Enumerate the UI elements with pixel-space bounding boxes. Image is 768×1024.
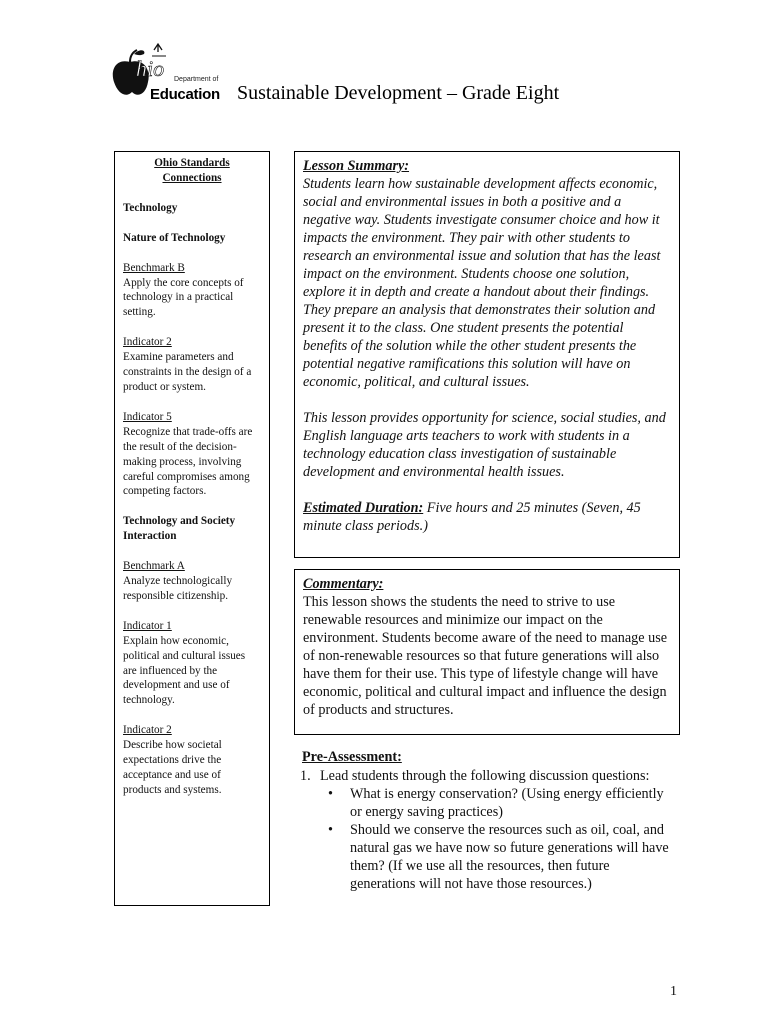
commentary-heading: Commentary:: [303, 576, 384, 592]
estimated-duration-text: Five hours and 25 minutes (Seven, 45 minute class periods.): [303, 500, 641, 534]
page-title: Sustainable Development – Grade Eight: [237, 82, 560, 104]
sidebar-standard-text: Describe how societal expectations drive the acceptance and use of products and systems.: [123, 739, 222, 796]
sidebar-standard-text: Examine parameters and constraints in the design of a product or system.: [123, 351, 252, 393]
spacer: [123, 708, 261, 723]
standards-sidebar: [114, 151, 270, 906]
ohio-education-logo: [110, 40, 230, 104]
spacer: [123, 395, 261, 410]
bullet-item: [328, 785, 672, 821]
sidebar-standard-text: Explain how economic, political and cultural issues are influenced by the development and use of technology.: [123, 634, 246, 707]
bullet-item: [328, 821, 672, 893]
sidebar-standard-label: Indicator 5: [123, 410, 172, 423]
sidebar-standard-label: Indicator 1: [123, 619, 172, 632]
sidebar-standard-text: Apply the core concepts of technology in a practical setting.: [123, 276, 244, 319]
bullet-icon: •: [328, 786, 333, 802]
lesson-summary-box: [294, 151, 680, 558]
bullet-text: What is energy conservation? (Using energy efficiently or energy saving practices): [350, 786, 664, 820]
sidebar-standard-label: Benchmark A: [123, 560, 185, 573]
list-item-text: Lead students through the following discussion questions:: [320, 768, 650, 784]
sidebar-standard-text: Analyze technologically responsible citizenship.: [123, 575, 233, 602]
spacer: [123, 216, 261, 231]
sidebar-section-title: Technology: [123, 201, 178, 214]
discussion-questions-list: [302, 785, 672, 893]
sidebar-standard-label: Benchmark B: [123, 261, 185, 274]
sidebar-standard-text: Recognize that trade-offs are the result of the decision-making process, involving careful compromises among competing factors.: [123, 425, 253, 498]
estimated-duration-label: Estimated Duration:: [303, 500, 424, 516]
estimated-duration: [303, 499, 671, 535]
svg-text:hio: hio: [136, 56, 165, 81]
lesson-summary-paragraph-2: This lesson provides opportunity for science, social studies, and English language arts teachers to work with students in a technology education class investigation of sustainable development and environmental health issues.: [303, 410, 666, 480]
list-item-number: 1.: [300, 768, 311, 784]
sidebar-heading: Ohio Standards Connections: [154, 157, 230, 184]
spacer: [123, 544, 261, 559]
spacer: [123, 604, 261, 619]
sidebar-standard-label: Indicator 2: [123, 724, 172, 737]
spacer: [123, 246, 261, 261]
spacer: [123, 499, 261, 514]
bullet-icon: •: [328, 822, 333, 838]
logo-education-text: Education: [150, 86, 220, 103]
sidebar-standard-label: Indicator 2: [123, 336, 172, 349]
list-item: [302, 767, 672, 785]
pre-assessment-heading: Pre-Assessment:: [302, 749, 402, 765]
spacer: [123, 320, 261, 335]
page-number: 1: [670, 984, 677, 999]
logo-department-text: Department of: [174, 76, 219, 83]
sidebar-section-title: Nature of Technology: [123, 231, 226, 244]
lesson-summary-paragraph: Students learn how sustainable development affects economic, social and environmental issues in both a positive and a negative way. Students investigate consumer choice and how it impacts the environment. They pair with other students to research an environmental issue and solution that has the least impact on the environment. Students choose one solution, explore it in depth and create a handout about their findings. They prepare an analysis that demonstrates their solution and present it to the class. One student presents the potential benefits of the solution while the other student presents the potential negative ramifications this solution will have on economic, political, and cultural issues.: [303, 176, 661, 390]
commentary-text: This lesson shows the students the need to strive to use renewable resources and minimize our impact on the environment. Students become aware of the need to manage use of non-renewable resources so that future generations will also have them for their use. This type of lifestyle change will have economic, political and cultural impact and influence the design of products and structures.: [303, 594, 668, 718]
commentary-box: [294, 569, 680, 735]
sidebar-content: [123, 201, 261, 798]
pre-assessment-section: [302, 748, 672, 893]
bullet-text: Should we conserve the resources such as oil, coal, and natural gas we have now so future generations will have them? (If we use all the resources, then future generations will not have those resources.): [350, 822, 669, 892]
sidebar-section-title: Technology and Society Interaction: [123, 515, 236, 543]
lesson-summary-heading: Lesson Summary:: [303, 158, 410, 174]
